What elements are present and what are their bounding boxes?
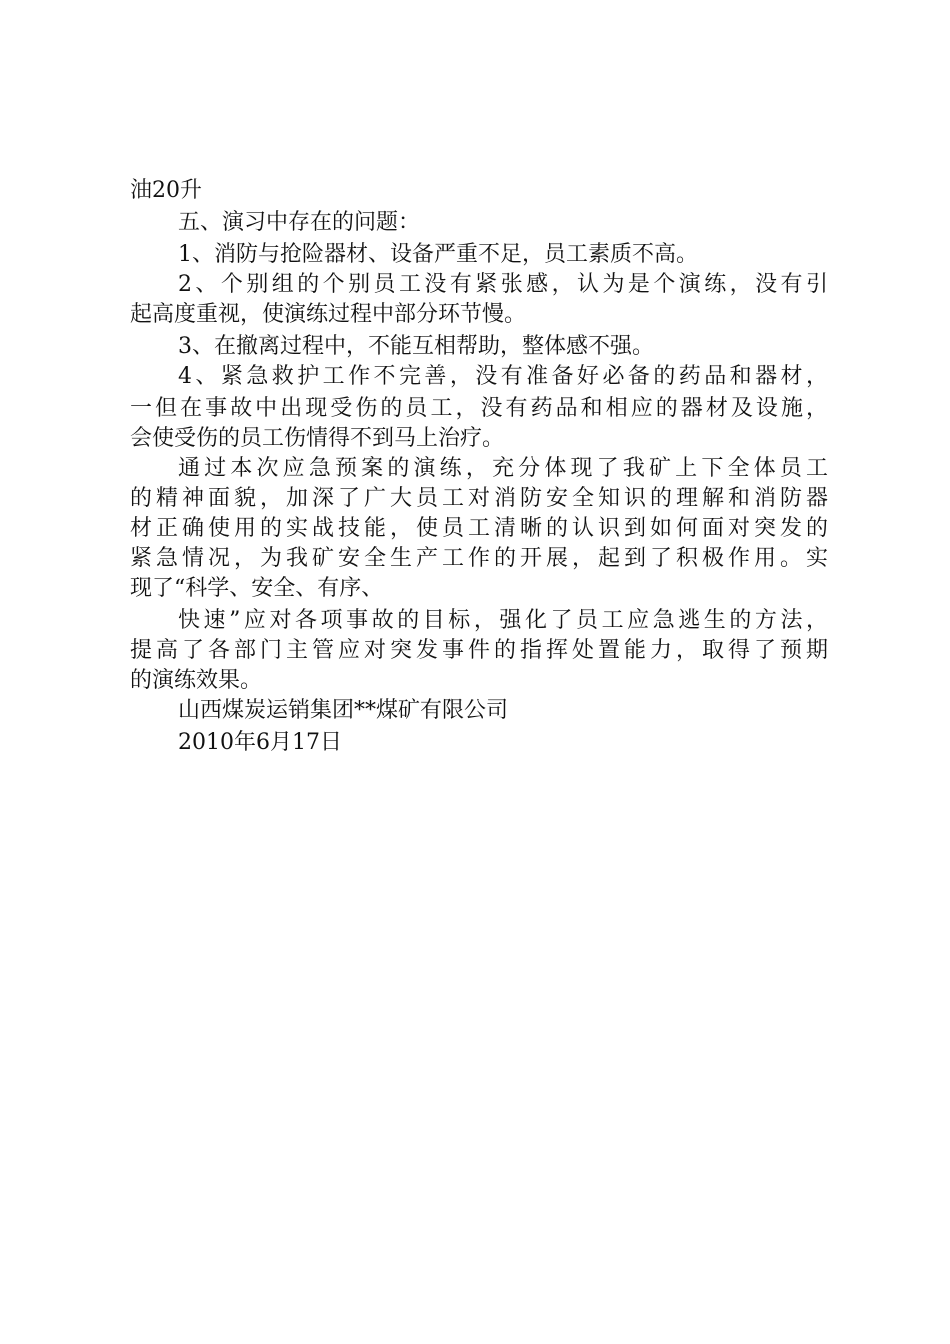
text-line: 现了“科学、安全、有序、 (130, 576, 384, 601)
text-line: 起高度重视，使演练过程中部分环节慢。 (130, 302, 527, 327)
text-line: 的演练效果。 (130, 668, 263, 693)
text-line: 快速”应对各项事故的目标，强化了员工应急逃生的方法， (178, 608, 828, 633)
text-line: 通过本次应急预案的演练，充分体现了我矿上下全体员工 (178, 456, 828, 481)
text-line: 3、在撤离过程中，不能互相帮助，整体感不强。 (178, 334, 654, 359)
text-line: 的精神面貌，加深了广大员工对消防安全知识的理解和消防器 (130, 486, 828, 511)
document-date: 2010年6月17日 (178, 730, 342, 755)
text-line: 油20升 (130, 178, 202, 203)
section-heading: 五、演习中存在的问题： (178, 210, 421, 235)
text-line: 4、紧急救护工作不完善，没有准备好必备的药品和器材， (178, 364, 828, 389)
text-line: 2、个别组的个别员工没有紧张感，认为是个演练，没有引 (178, 272, 828, 297)
text-line: 材正确使用的实战技能，使员工清晰的认识到如何面对突发的 (130, 516, 828, 541)
text-line: 一但在事故中出现受伤的员工，没有药品和相应的器材及设施， (130, 396, 828, 421)
company-name: 山西煤炭运销集团**煤矿有限公司 (178, 698, 509, 723)
text-line: 紧急情况，为我矿安全生产工作的开展，起到了积极作用。实 (130, 546, 828, 571)
text-line: 提高了各部门主管应对突发事件的指挥处置能力，取得了预期 (130, 638, 828, 663)
text-line: 1、消防与抢险器材、设备严重不足，员工素质不高。 (178, 242, 698, 267)
text-line: 会使受伤的员工伤情得不到马上治疗。 (130, 426, 505, 451)
